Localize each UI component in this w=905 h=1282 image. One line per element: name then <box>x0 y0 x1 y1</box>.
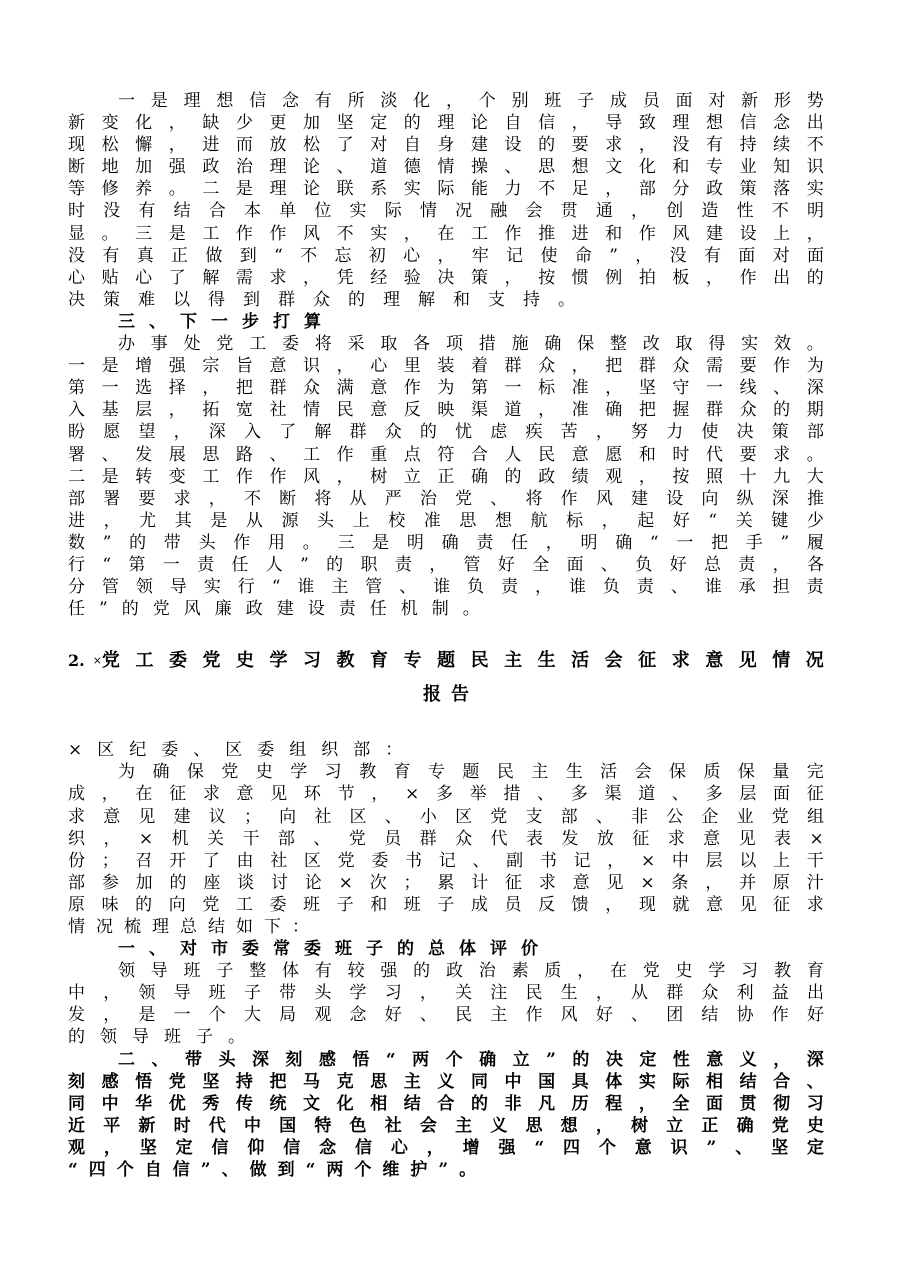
text-line: 原 味 的 向 党 工 委 班 子 和 班 子 成 员 反 馈 ， 现 就 意 见 征 求 <box>68 894 824 915</box>
text-line: 部 参 加 的 座 谈 讨 论 × 次 ； 累 计 征 求 意 见 × 条 ， 并 原 汁 <box>68 872 824 893</box>
text-line: 心 贴 心 了 解 需 求 ， 凭 经 验 决 策 ， 按 惯 例 拍 板 ， 作 出 的 <box>68 267 824 288</box>
text-line: 二 、 带 头 深 刻 感 悟 “ 两 个 确 立 ” 的 决 定 性 意 义 ， 深 <box>118 1049 824 1070</box>
text-line: 观 ， 坚 定 信 仰 信 念 信 心 ， 增 强 “ 四 个 意 识 ” 、 坚 定 <box>68 1137 824 1158</box>
report-title: 2. × 党 工 委 党 史 学 习 教 育 专 题 民 主 生 活 会 征 求 意 见 情 况 <box>68 644 824 678</box>
text-line: 显 。 三 是 工 作 作 风 不 实 ， 在 工 作 推 进 和 作 风 建 设 上 ， <box>68 223 824 244</box>
overall-evaluation-body <box>68 960 824 1048</box>
text-line: 部 署 要 求 ， 不 断 将 从 严 治 党 、 将 作 风 建 设 向 纵 深 推 <box>68 488 824 509</box>
text-line: 决 策 难 以 得 到 群 众 的 理 解 和 支 持 。 <box>68 289 575 310</box>
text-line: 中 ， 领 导 班 子 带 头 学 习 ， 关 注 民 生 ， 从 群 众 利 益 出 <box>68 983 824 1004</box>
heading-two-establishes <box>68 1049 824 1182</box>
report-body <box>68 761 824 938</box>
text-line: 现 松 懈 ， 进 而 放 松 了 对 自 身 建 设 的 要 求 ， 没 有 持 续 不 <box>68 135 824 156</box>
salutation: × 区 纪 委 、 区 委 组 织 部 ： <box>68 740 403 761</box>
text-line: 办 事 处 党 工 委 将 采 取 各 项 措 施 确 保 整 改 取 得 实 效 。 <box>118 334 824 355</box>
heading-overall-evaluation: 一 、 对 市 委 常 委 班 子 的 总 体 评 价 <box>118 939 538 960</box>
text-line: 为 确 保 党 史 学 习 教 育 专 题 民 主 生 活 会 保 质 保 量 完 <box>118 762 824 783</box>
text-line: 盼 愿 望 ， 深 入 了 解 群 众 的 忧 虑 疾 苦 ， 努 力 使 决 策 部 <box>68 422 824 443</box>
text-line: 署 、 发 展 思 路 、 工 作 重 点 符 合 人 民 意 愿 和 时 代 要 求 。 <box>68 444 824 465</box>
text-line: 的 领 导 班 子 。 <box>68 1027 245 1048</box>
text-line: 分 管 领 导 实 行 “ 谁 主 管 、 谁 负 责 ， 谁 负 责 、 谁 承 担 责 <box>68 577 824 598</box>
text-line: 领 导 班 子 整 体 有 较 强 的 政 治 素 质 ， 在 党 史 学 习 教 育 <box>118 961 824 982</box>
text-line: 同 中 华 优 秀 传 统 文 化 相 结 合 的 非 凡 历 程 ， 全 面 贯 彻 习 <box>68 1093 824 1114</box>
text-line: “ 四 个 自 信 ” 、 做 到 “ 两 个 维 护 ” 。 <box>68 1160 477 1181</box>
title-mark: × <box>92 654 102 668</box>
section-deficiencies <box>68 90 824 311</box>
section-next-steps <box>68 333 824 620</box>
report-title-line2: 报 告 <box>423 684 469 706</box>
text-line: 近 平 新 时 代 中 国 特 色 社 会 主 义 思 想 ， 树 立 正 确 党 史 <box>68 1115 824 1136</box>
text-line: 情 况 梳 理 总 结 如 下 ： <box>68 917 309 937</box>
text-line: 没 有 真 正 做 到 “ 不 忘 初 心 ， 牢 记 使 命 ” ， 没 有 面 对 面 <box>68 245 824 266</box>
section-heading-next-steps: 三 、 下 一 步 打 算 <box>118 311 321 332</box>
document-page <box>68 90 824 1181</box>
text-line: 发 ， 是 一 个 大 局 观 念 好 、 民 主 作 风 好 、 团 结 协 作 好 <box>68 1005 824 1026</box>
text-line: 入 基 层 ， 拓 宽 社 情 民 意 反 映 渠 道 ， 准 确 把 握 群 众 的 期 <box>68 400 824 421</box>
text-line: 成 ， 在 征 求 意 见 环 节 ， × 多 举 措 、 多 渠 道 、 多 层 面 征 <box>68 784 824 805</box>
text-line: 新 变 化 ， 缺 少 更 加 坚 定 的 理 论 自 信 ， 导 致 理 想 信 念 出 <box>68 113 824 134</box>
text-line: 织 ， × 机 关 干 部 、 党 员 群 众 代 表 发 放 征 求 意 见 表 × <box>68 828 824 849</box>
text-line: 一 是 增 强 宗 旨 意 识 ， 心 里 装 着 群 众 ， 把 群 众 需 要 作 为 <box>68 356 824 377</box>
text-line: 第 一 选 择 ， 把 群 众 满 意 作 为 第 一 标 准 ， 坚 守 一 线 、 深 <box>68 378 824 399</box>
text-line: 任 ” 的 党 风 廉 政 建 设 责 任 机 制 。 <box>68 599 480 620</box>
text-line: 求 意 见 建 议 ； 向 社 区 、 小 区 党 支 部 、 非 公 企 业 党 组 <box>68 806 824 827</box>
text-line: 刻 感 悟 党 坚 持 把 马 克 思 主 义 同 中 国 具 体 实 际 相 结 合 、 <box>68 1071 824 1092</box>
text-line: 时 没 有 结 合 本 单 位 实 际 情 况 融 会 贯 通 ， 创 造 性 不 明 <box>68 201 824 222</box>
text-line: 一 是 理 想 信 念 有 所 淡 化 ， 个 别 班 子 成 员 面 对 新 形 势 <box>118 91 824 111</box>
text-line: 断 地 加 强 政 治 理 论 、 道 德 情 操 、 思 想 文 化 和 专 业 知 识 <box>68 157 824 178</box>
title-number: 2. <box>68 651 85 671</box>
text-line: 二 是 转 变 工 作 作 风 ， 树 立 正 确 的 政 绩 观 ， 按 照 十 九 大 <box>68 466 824 487</box>
text-line: 行 “ 第 一 责 任 人 ” 的 职 责 ， 管 好 全 面 、 负 好 总 责 ， 各 <box>68 554 824 575</box>
text-line: 份 ； 召 开 了 由 社 区 党 委 书 记 、 副 书 记 ， × 中 层 以 上 干 <box>68 850 824 871</box>
text-line: 进 ， 尤 其 是 从 源 头 上 校 准 思 想 航 标 ， 起 好 “ 关 键 少 <box>68 510 824 531</box>
text-line: 等 修 养 。 二 是 理 论 联 系 实 际 能 力 不 足 ， 部 分 政 策 落 实 <box>68 179 824 200</box>
text-line: 数 ” 的 带 头 作 用 。 三 是 明 确 责 任 ， 明 确 “ 一 把 手 ” 履 <box>68 532 824 553</box>
